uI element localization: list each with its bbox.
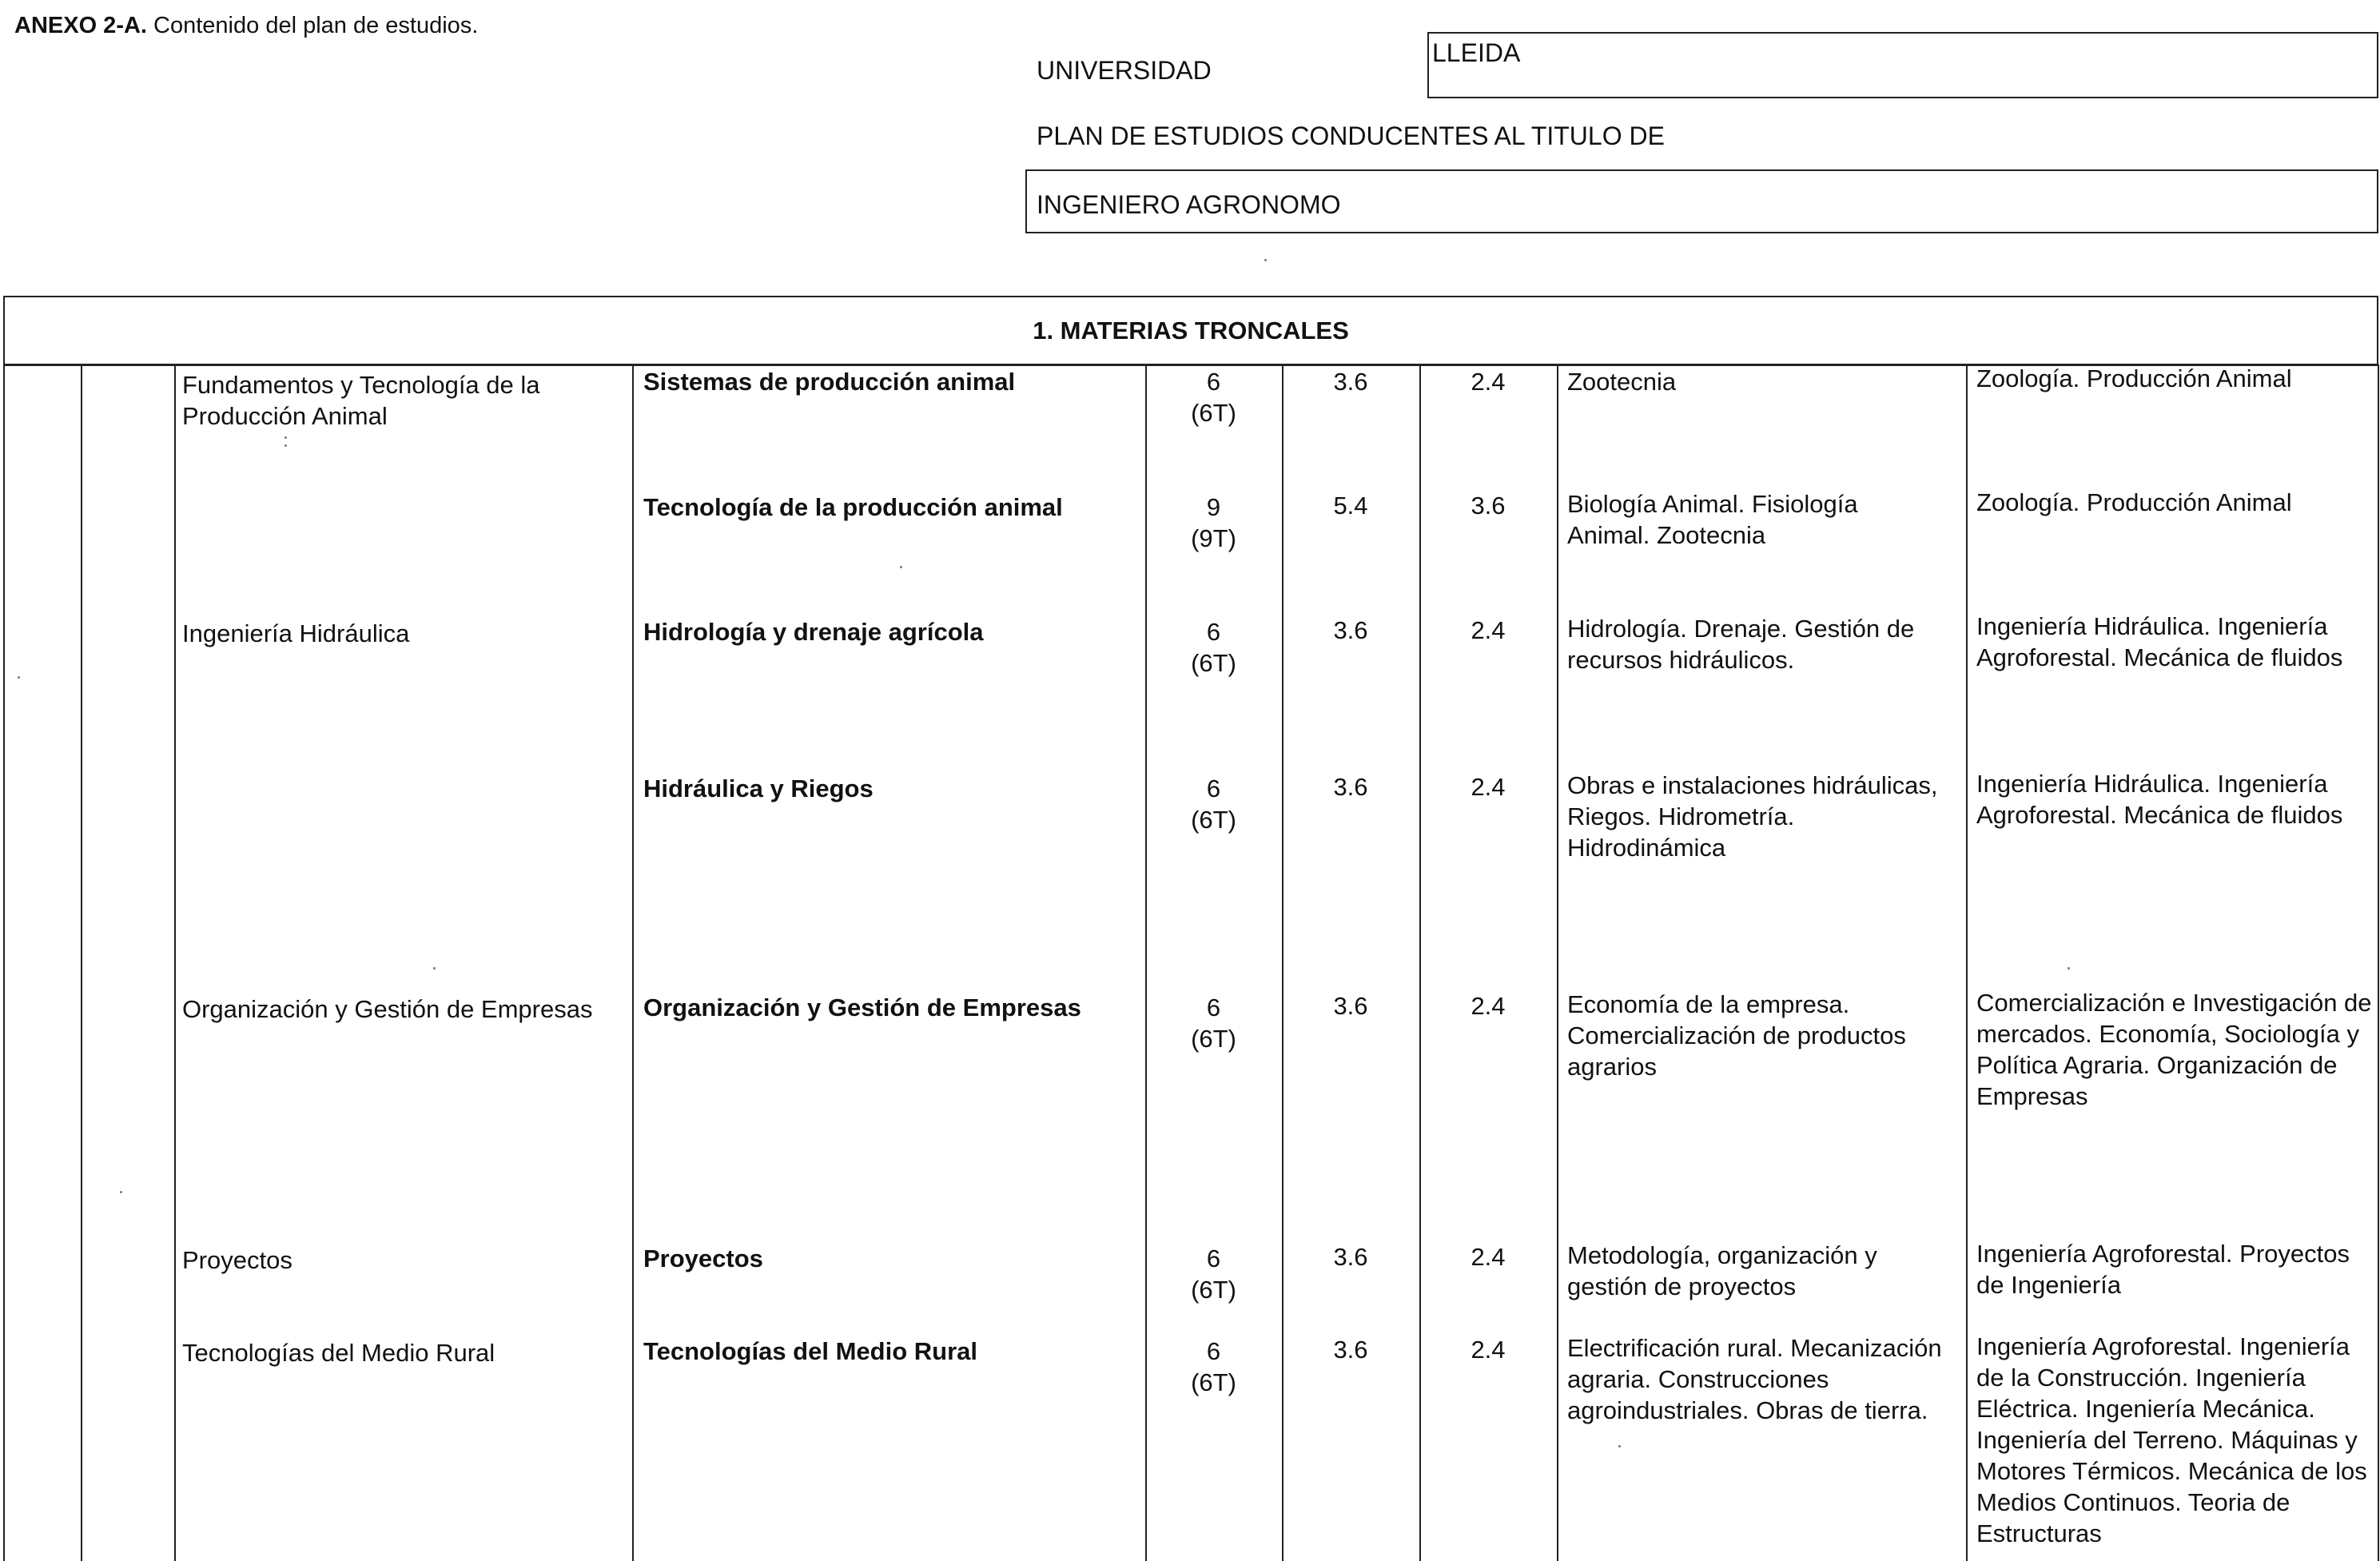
teoricos-cell: 3.6	[1333, 992, 1368, 1020]
asignatura-cell: Tecnología de la producción animal	[643, 493, 1063, 521]
column-rule	[1145, 364, 1147, 1561]
practicos-cell: 2.4	[1471, 1336, 1506, 1364]
teoricos-cell: 3.6	[1333, 773, 1368, 801]
university-box	[1427, 32, 2378, 98]
areas-cell: Ingeniería Hidráulica. Ingeniería Agroforestal. Mecánica de fluidos	[1976, 612, 2343, 671]
degree-value: INGENIERO AGRONOMO	[1037, 190, 1341, 219]
creditos-cell	[1148, 366, 1280, 428]
materia-cell: Fundamentos y Tecnología de la Producción Animal	[182, 371, 540, 430]
scan-speck	[285, 444, 287, 447]
creditos-value: 9	[1206, 493, 1221, 521]
creditos-tipo: (9T)	[1191, 524, 1236, 552]
asignatura-cell: Sistemas de producción animal	[643, 368, 1016, 396]
plan-label: PLAN DE ESTUDIOS CONDUCENTES AL TITULO DE	[1037, 121, 1665, 150]
practicos-cell: 2.4	[1471, 992, 1506, 1020]
areas-cell: Comercialización e Investigación de mercados. Economía, Sociología y Política Agraria. Organización de Empresas	[1976, 989, 2372, 1110]
scan-speck	[1618, 1445, 1621, 1448]
asignatura-cell: Hidráulica y Riegos	[643, 775, 874, 802]
practicos-cell: 2.4	[1471, 616, 1506, 644]
creditos-tipo: (6T)	[1191, 399, 1236, 427]
materia-cell: Tecnologías del Medio Rural	[182, 1339, 496, 1367]
areas-cell: Zoología. Producción Animal	[1976, 488, 2292, 516]
column-rule	[1419, 364, 1421, 1561]
creditos-value: 6	[1206, 1244, 1221, 1272]
teoricos-cell: 3.6	[1333, 368, 1368, 396]
asignatura-cell: Tecnologías del Medio Rural	[643, 1337, 977, 1365]
teoricos-cell: 3.6	[1333, 616, 1368, 644]
creditos-cell	[1148, 616, 1280, 679]
practicos-cell: 2.4	[1471, 773, 1506, 801]
degree-box	[1025, 169, 2378, 233]
creditos-value: 6	[1206, 618, 1221, 646]
column-rule	[632, 364, 634, 1561]
scan-speck	[1264, 259, 1267, 261]
annex-text: Contenido del plan de estudios.	[153, 13, 479, 38]
creditos-cell	[1148, 492, 1280, 554]
materia-cell: Proyectos	[182, 1246, 293, 1274]
descriptor-cell: Hidrología. Drenaje. Gestión de recursos hidráulicos.	[1567, 615, 1915, 674]
asignatura-cell: Hidrología y drenaje agrícola	[643, 618, 984, 646]
column-rule	[1966, 364, 1968, 1561]
practicos-cell: 2.4	[1471, 368, 1506, 396]
asignatura-cell: Proyectos	[643, 1244, 763, 1272]
materia-cell: Organización y Gestión de Empresas	[182, 995, 593, 1023]
scan-speck	[2068, 967, 2070, 970]
descriptor-cell: Zootecnia	[1567, 368, 1677, 396]
creditos-tipo: (6T)	[1191, 1368, 1236, 1396]
scan-speck	[285, 436, 287, 439]
practicos-cell: 2.4	[1471, 1243, 1506, 1271]
teoricos-cell: 3.6	[1333, 1336, 1368, 1364]
scan-speck	[433, 967, 436, 970]
descriptor-cell: Electrificación rural. Mecanización agraria. Construcciones agroindustriales. Obras de tierra.	[1567, 1334, 1942, 1424]
creditos-cell	[1148, 1336, 1280, 1398]
creditos-value: 6	[1206, 1337, 1221, 1365]
annex-heading	[14, 13, 478, 39]
annex-label: ANEXO 2-A.	[14, 13, 147, 38]
areas-cell: Ingeniería Agroforestal. Ingeniería de la Construcción. Ingeniería Eléctrica. Ingeniería Mecánica. Ingeniería del Terreno. Máquinas y Motores Térmicos. Mecánica de los Medios Continuos. Teoria de Estructuras	[1976, 1332, 2367, 1547]
teoricos-cell: 3.6	[1333, 1243, 1368, 1271]
creditos-cell	[1148, 1243, 1280, 1305]
descriptor-cell: Metodología, organización y gestión de proyectos	[1567, 1241, 1877, 1300]
column-rule	[1282, 364, 1284, 1561]
creditos-value: 6	[1206, 368, 1221, 396]
creditos-cell	[1148, 773, 1280, 835]
descriptor-cell: Obras e instalaciones hidráulicas, Riegos. Hidrometría. Hidrodinámica	[1567, 771, 1938, 862]
column-rule	[3, 364, 5, 1561]
scan-speck	[120, 1191, 122, 1193]
university-label: UNIVERSIDAD	[1037, 56, 1212, 85]
university-value: LLEIDA	[1432, 38, 1521, 67]
areas-cell: Ingeniería Agroforestal. Proyectos de Ingeniería	[1976, 1240, 2350, 1299]
section-title: 1. MATERIAS TRONCALES	[3, 296, 2378, 366]
descriptor-cell: Biología Animal. Fisiología Animal. Zootecnia	[1567, 490, 1858, 549]
scan-speck	[900, 566, 902, 568]
areas-cell: Zoología. Producción Animal	[1976, 364, 2292, 392]
creditos-value: 6	[1206, 994, 1221, 1021]
asignatura-cell: Organización y Gestión de Empresas	[643, 994, 1081, 1021]
creditos-tipo: (6T)	[1191, 806, 1236, 834]
descriptor-cell: Economía de la empresa. Comercialización de productos agrarios	[1567, 990, 1906, 1081]
creditos-tipo: (6T)	[1191, 649, 1236, 677]
column-rule	[174, 364, 176, 1561]
creditos-cell	[1148, 992, 1280, 1054]
column-rule	[81, 364, 82, 1561]
areas-cell: Ingeniería Hidráulica. Ingeniería Agroforestal. Mecánica de fluidos	[1976, 770, 2343, 829]
materia-cell: Ingeniería Hidráulica	[182, 619, 410, 647]
scan-speck	[18, 676, 20, 679]
creditos-value: 6	[1206, 775, 1221, 802]
teoricos-cell: 5.4	[1333, 492, 1368, 520]
creditos-tipo: (6T)	[1191, 1276, 1236, 1304]
column-rule	[1557, 364, 1558, 1561]
column-rule	[2378, 364, 2379, 1561]
creditos-tipo: (6T)	[1191, 1025, 1236, 1053]
practicos-cell: 3.6	[1471, 492, 1506, 520]
